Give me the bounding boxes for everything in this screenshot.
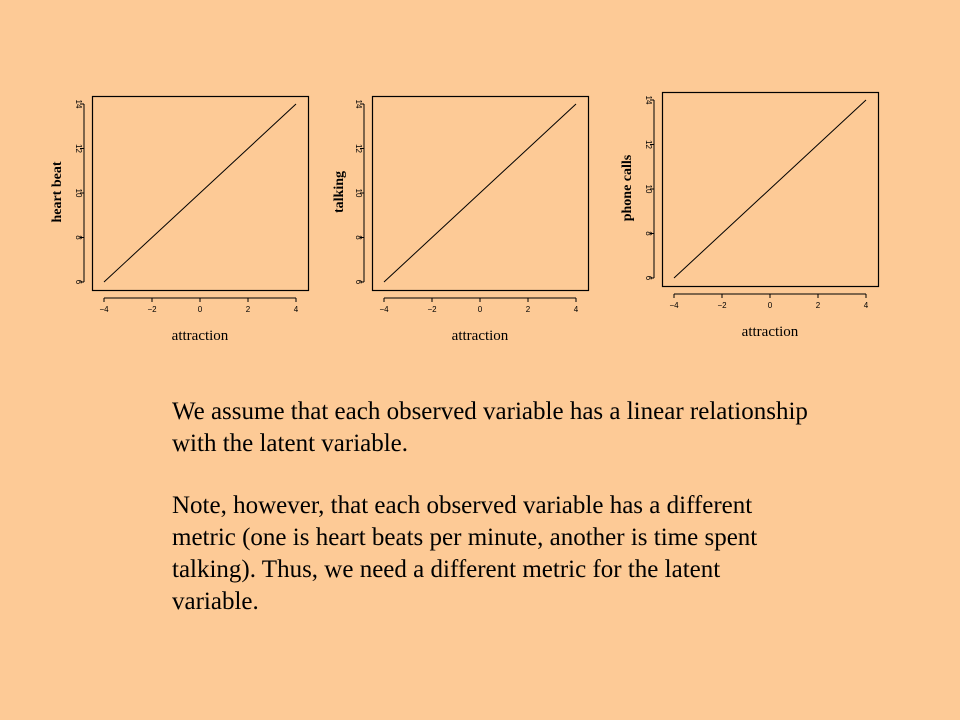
y-tick-label: 14 (354, 99, 363, 109)
x-tick-label: 2 (525, 305, 531, 314)
x-tick-label: −2 (147, 305, 157, 314)
chart-talking (354, 96, 588, 318)
plot-frame (93, 97, 309, 291)
y-tick-label: 14 (74, 99, 83, 109)
x-tick-label: 0 (477, 305, 483, 314)
x-tick-label: 0 (767, 301, 773, 310)
chart-3-xlabel: attraction (741, 324, 799, 340)
x-tick-label: 4 (863, 301, 869, 310)
chart-3-svg (644, 92, 878, 314)
x-tick-label: −2 (427, 305, 437, 314)
y-tick-label: 6 (74, 279, 83, 285)
y-tick-label: 10 (354, 188, 363, 198)
series-line (384, 104, 576, 282)
x-tick-label: −4 (379, 305, 389, 314)
y-tick-label: 14 (644, 95, 653, 105)
chart-heart-beat (74, 96, 308, 318)
series-line (104, 104, 296, 282)
chart-1-xlabel: attraction (171, 328, 229, 344)
chart-2-xlabel: attraction (451, 328, 509, 344)
y-tick-label: 6 (644, 275, 653, 281)
x-tick-label: −4 (669, 301, 679, 310)
chart-phone-calls (644, 92, 878, 314)
y-tick-label: 8 (644, 231, 653, 236)
x-tick-label: 4 (293, 305, 299, 314)
plot-frame (373, 97, 589, 291)
chart-2-svg (354, 96, 588, 318)
x-tick-label: 2 (815, 301, 821, 310)
y-tick-label: 8 (74, 235, 83, 240)
x-tick-label: −2 (717, 301, 727, 310)
x-tick-label: −4 (99, 305, 109, 314)
y-tick-label: 12 (354, 144, 363, 153)
y-tick-label: 12 (644, 140, 653, 149)
series-line (674, 100, 866, 278)
chart-1-ylabel: heart beat (50, 161, 65, 223)
x-tick-label: 0 (197, 305, 203, 314)
y-tick-label: 10 (644, 184, 653, 194)
y-tick-label: 8 (354, 235, 363, 240)
chart-1-svg (74, 96, 308, 318)
x-tick-label: 2 (245, 305, 251, 314)
y-tick-label: 10 (74, 188, 83, 198)
y-tick-label: 6 (354, 279, 363, 285)
chart-3-ylabel: phone calls (620, 154, 635, 222)
paragraph-1: We assume that each observed variable has a linear relationship with the latent variable. (172, 398, 808, 457)
paragraph-2: Note, however, that each observed variable has a different metric (one is heart beats per minute, another is time spent talking). Thus, we need a different metric for the latent variable. (172, 492, 758, 615)
plot-frame (663, 93, 879, 287)
x-tick-label: 4 (573, 305, 579, 314)
chart-2-ylabel: talking (332, 171, 347, 214)
y-tick-label: 12 (74, 144, 83, 153)
